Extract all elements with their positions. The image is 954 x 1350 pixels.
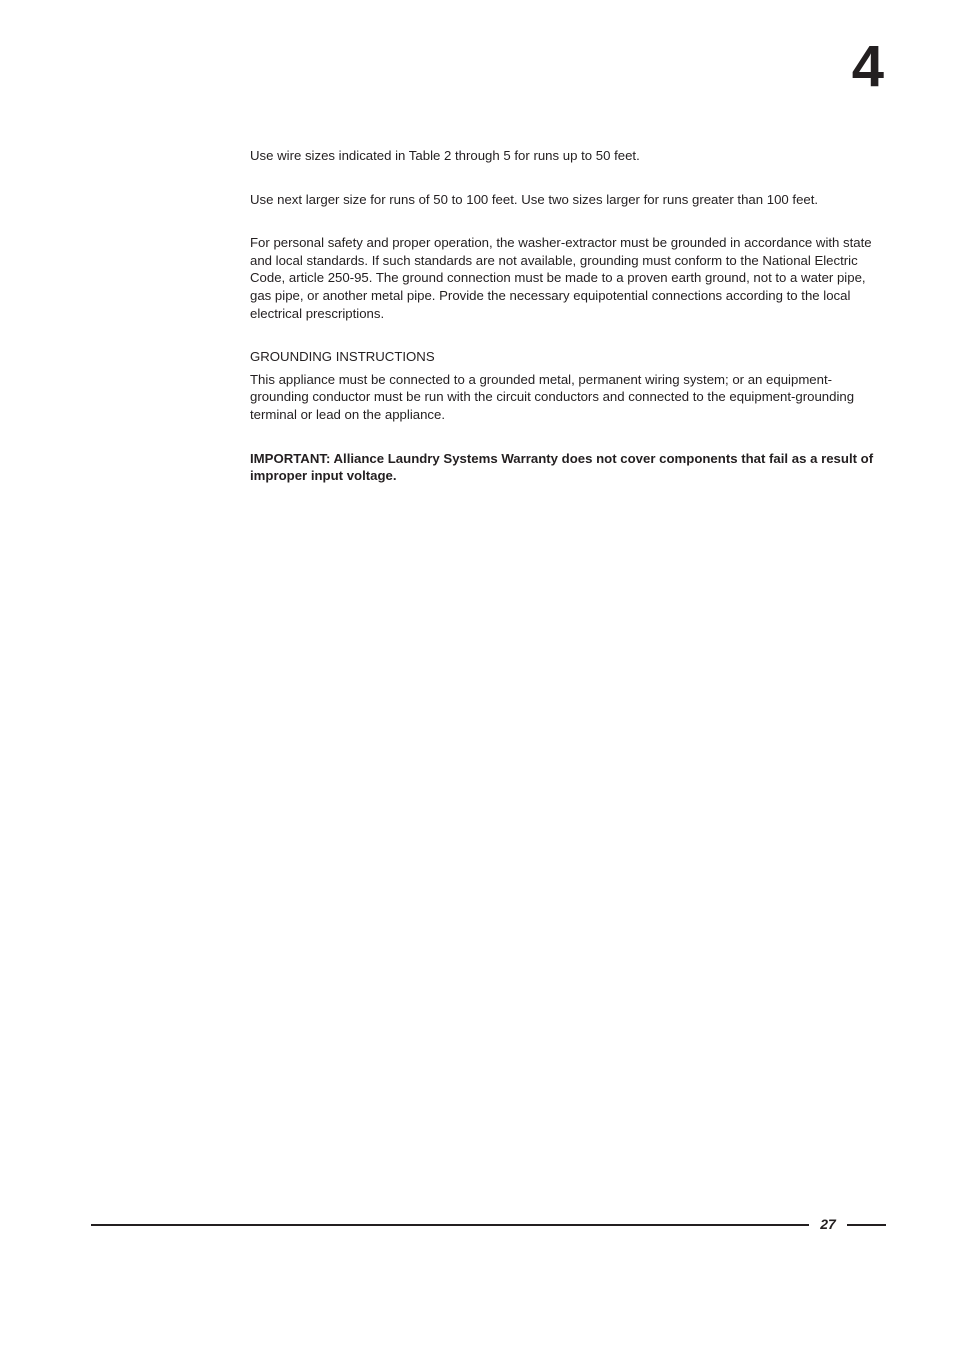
important-warranty-notice: IMPORTANT: Alliance Laundry Systems Warranty does not cover components that fail as a result of improper input voltage. [250,450,874,484]
page-number: 27 [820,1216,836,1232]
safety-grounding-paragraph: For personal safety and proper operation, the washer-extractor must be grounded in accordance with state and local standards. If such standards are not available, grounding must conform to the National Electric Code, article 250-95. The ground connection must be made to a proven earth ground, not to a water pipe, gas pipe, or another metal pipe. Provide the necessary equipotential connections according to the local electrical prescriptions. [250,235,872,321]
footer-rule-right [847,1224,886,1226]
chapter-number: 4 [851,34,884,99]
grounding-instructions-heading: GROUNDING INSTRUCTIONS [250,349,435,365]
long-run-paragraph: Use next larger size for runs of 50 to 100 feet. Use two sizes larger for runs greater than 100 feet. [250,191,819,207]
footer-rule-left [91,1224,809,1226]
main-content [250,147,890,511]
grounding-instructions-text: This appliance must be connected to a grounded metal, permanent wiring system; or an equipment-grounding conductor must be run with the circuit conductors and connected to the equipment-grounding terminal or lead on the appliance. [250,371,855,422]
wire-size-paragraph: Use wire sizes indicated in Table 2 through 5 for runs up to 50 feet. [250,148,640,163]
